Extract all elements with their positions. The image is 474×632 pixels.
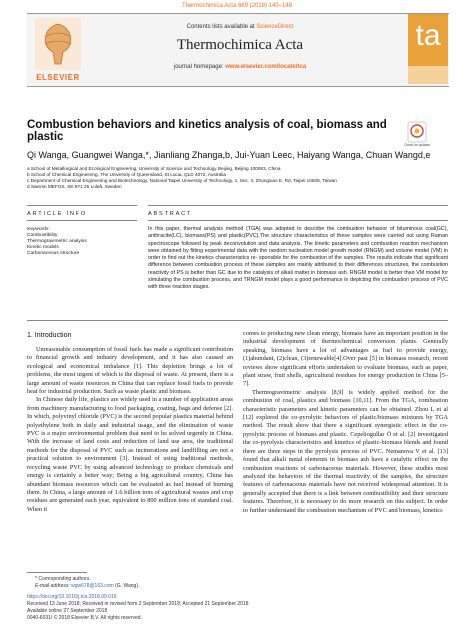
intro-paragraph: Unreasonable consumption of fossil fuels has made a significant contribution to financial growth and industry development, and it has also caused an ecological and economical imbalance [1]. This depletion brings a lot of problems, the most urgent of which is the disposal of waste. At present, there is a large amount of waste resources in China that can replace fossil fuels to provide heat for industrial production. Such as waste plastic and biomass.: [27, 346, 233, 396]
email-prefix: E-mail address:: [35, 583, 70, 589]
doi-link[interactable]: https://doi.org/10.1016/j.tca.2018.09.016: [27, 594, 117, 600]
keyword-item: Kinetic models: [27, 245, 59, 250]
contents-line: [100, 24, 380, 30]
email-suffix: (G. Wang).: [115, 583, 140, 589]
journal-name: Thermochimica Acta: [176, 37, 304, 53]
keyword-item: Combustibility: [27, 233, 58, 238]
homepage-line: [100, 64, 380, 70]
abstract-rule: [148, 205, 448, 206]
abstract-rule-2: [148, 220, 448, 221]
cover-letters: ta: [415, 19, 441, 52]
sciencedirect-link[interactable]: ScienceDirect: [256, 24, 294, 30]
homepage-link[interactable]: www.elsevier.com/locate/tca: [225, 64, 307, 70]
abstract-text: In this paper, thermal analysis method (TGA) was adopted to describe the combustion behavior of bituminous coal(GC), anthracite(LC), biomass(PS) and plastic(PVC).The structure characteristics of these samples were carried out using Raman spectroscope followed by peak deconvolution and data analysis. The kinetic parameters and combustion reaction mechanism were obtained by fitting experimental data with the random nucleation model growth model (RNGM) and volume model (VM) in order to find out the kinetics characteristics re- sponsible for the combustion of the samples. The results indicate that significant difference between combustion process of these samples are mainly attributed to their differences structures, the combustion reactivity of PS is better than GC due to the catalysis of alkali matter in biomass ash. RNGM model is better than VM model for simulating the combustion process, and TRNGM model plays a good performance in depicting the combustion process of PVC with three reaction stages.: [148, 226, 448, 291]
intro-heading: 1. Introduction: [27, 332, 72, 339]
author-list: Qi Wanga, Guangwei Wanga,*, Jianliang Zhanga,b, Jui-Yuan Leec, Haiyang Wanga, Chuan Wangd,e: [27, 150, 431, 160]
received-dates: Received 13 June 2018; Received in revised form 2 September 2018; Accepted 21 September 2018: [27, 601, 249, 607]
abstract-heading: ABSTRACT: [148, 211, 193, 217]
cover-stripe: [408, 66, 448, 84]
intro-right-column: [243, 330, 448, 515]
copyright-line: 0040-6031/ © 2018 Elsevier B.V. All rights reserved.: [27, 615, 142, 621]
homepage-prefix: journal homepage:: [173, 64, 224, 70]
journal-cover-thumbnail[interactable]: [408, 14, 448, 84]
affiliation-b: b School of Chemical Engineering, The University of Queensland, St Lucia, QLD 4072, Australia: [27, 172, 226, 177]
intro-paragraph: Thermogravimetric analysis [8,9] is widely applied method for the combustion of coal, plastics and biomass [10,11]. From the TGA, combustion characteristic parameters and kinetic parameters can be obtained. Zhou L et al [12] explored the co-pyrolytic behaviors of plastic/biomass mixtures by TGA method. The result show that there a significant synergistic effect in the co-pyrolytic process of biomass and plastic. Cepeliogullar Ö et al. [2] investigated the co-pyrolysis characteristics and kinetics of plastic-biomass blends and found there are three steps in the pyrolysis process of PVC. Nemanova V et al. [13] found that alkali metal elements in biomass ash have a catalytic effect on the combustion reactions of carbonaceous materials. However, these studies most analyzed the behaviors of the thermal reactivity of the samples, the structure features of carbonaceous materials have not received widespread attention. It is generally accepted that there is a link between combustibility and their structure features. Therefore, it is necessary to do more research on this subject. In order to further understand the combustion mechanism of PVC and biomass, kinetics: [243, 388, 448, 514]
intro-paragraph: comes to producing new clean energy, biomass have an important position in the industrial development of thermochemical conversion plants. Generally speaking, biomass have a lot of advantages as fuel to provide energy, (1)abundant, (2)clean, (3)renewable[4].Over past [5] in biomass research, recent reviews show significant efforts undertaken to evaluate biomass, such as paper, plant straw, fruit shells, agricultural residues for energy production in China [5–7].: [243, 330, 448, 388]
affiliation-a: a School of Metallurgical and Ecological Engineering, University of Science and Technology Beijing, Beijing 100083, China: [27, 166, 281, 171]
keywords-label: Keywords:: [27, 227, 50, 232]
footnote-rule: [27, 572, 87, 573]
article-info-rule: [27, 205, 137, 206]
keyword-item: Carbonaceous structure: [27, 251, 80, 256]
article-info-heading: ARTICLE INFO: [27, 211, 88, 217]
email-link[interactable]: wgw678@163.com: [71, 583, 114, 589]
intro-left-column: [27, 346, 233, 514]
corresponding-note: * Corresponding authors.: [35, 576, 91, 582]
contents-prefix: Contents lists available at: [186, 24, 255, 30]
journal-citation[interactable]: Thermochimica Acta 669 (2018) 140–148: [181, 3, 293, 9]
intro-paragraph: In Chinese daily life, plastics are widely used in a number of application areas from machinery manufacturing to food packaging, coating, bags and defense [2]. In which, polyvinyl chloride (PVC) is the second popular plastics material behind polyethylene both in daily and industrial usage, and the elimination of waste PVC is a major environmental problem that need to be solved urgently in China. With the increase of land costs and reduction of land use area, the traditional methods for the disposal of PVC such as incinerations and landfilling are not a practical solution to environment [3]. Instead of using traditional methods, recycling waste PVC by using advanced technology to produce chemicals and energy is certainly a better way; Being a big agricultural country, China has abundant biomass resources which can be evaluated as fuel instead of burning them. In China, a large amount of 1.6 billion tons of agricultural wastes and crop residues are generated each year, equivalent to 800 million tons of standard coal. When it: [27, 396, 234, 513]
elsevier-tree-logo: [33, 16, 83, 72]
check-for-updates-label[interactable]: Check for updates: [404, 143, 430, 147]
email-note: [35, 583, 139, 589]
abstract-bottom-rule: [27, 320, 448, 321]
article-info-rule-2: [27, 220, 137, 221]
affiliation-c: c Department of Chemical Engineering and Biotechnology, National Taipei University of Technology, 1, Sec. 3, Zhongxiao E. Rd, Taipei 10608, Taiwan: [27, 178, 337, 183]
keyword-item: Thermogravimetric analysis: [27, 239, 87, 244]
article-title: Combustion behaviors and kinetics analysis of coal, biomass and plastic: [27, 119, 387, 143]
elsevier-wordmark: ELSEVIER: [36, 73, 80, 82]
affiliation-d: d Swerim MEFOS, SE-971 25 Luleå, Sweden: [27, 184, 122, 189]
online-date: Available online 27 September 2018: [27, 608, 108, 614]
